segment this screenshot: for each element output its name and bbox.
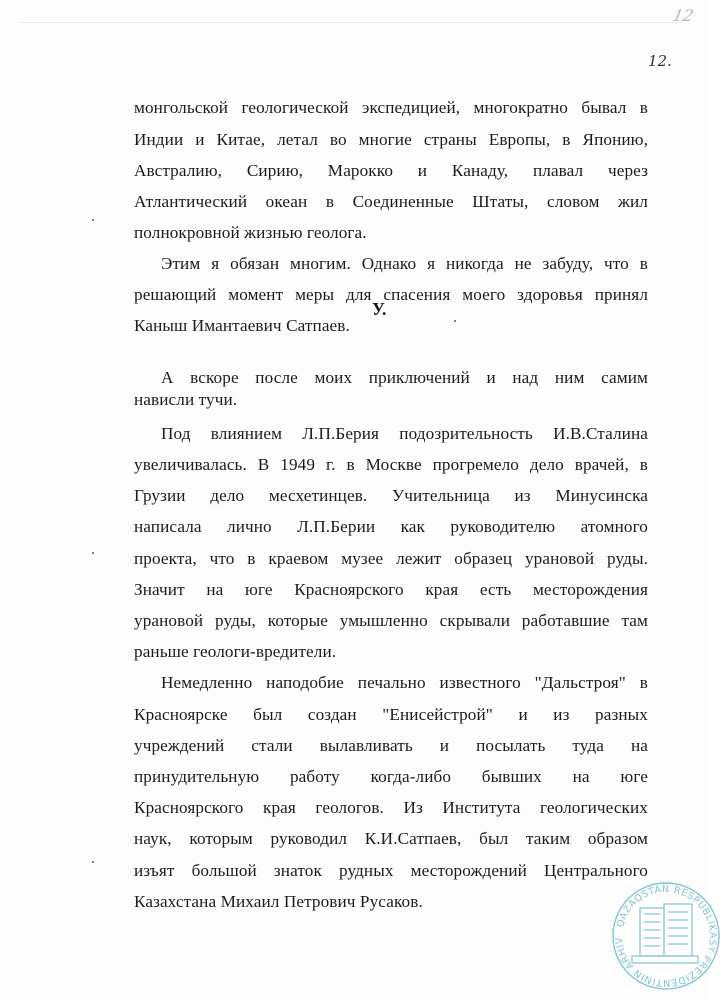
scan-speck	[92, 219, 94, 221]
section-heading: У.	[372, 299, 387, 319]
paragraph-first-line: Этим я обязан многим. Однако я никогда не забуду, что в	[161, 254, 648, 273]
text-line: проекта, что в краевом музее лежит образец урановой руды.	[134, 549, 648, 568]
text-line: увеличивалась. В 1949 г. в Москве прогремело дело врачей, в	[134, 455, 648, 474]
text-line: Индии и Китае, летал во многие страны Европы, в Японию,	[134, 130, 648, 149]
text-line: Красноярске был создан "Енисейстрой" и из разных	[134, 705, 648, 724]
text-line: Значит на юге Красноярского края есть месторождения	[134, 580, 648, 599]
scan-speck	[92, 552, 94, 554]
scan-speck	[92, 861, 94, 863]
stamp-text: QAZAQSTAN RESPUBLIKASY PREZIDENTININ ARHIV	[613, 883, 719, 989]
page-number: 12.	[648, 52, 672, 70]
text-line: урановой руды, которые умышленно скрывали работавшие там	[134, 611, 648, 630]
text-line: раньше геологи-вредители.	[134, 642, 337, 661]
building-icon	[632, 904, 698, 963]
text-line: написала лично Л.П.Берии как руководителю атомного	[134, 517, 648, 536]
archive-stamp	[610, 880, 722, 992]
stamp-outer-ring	[613, 883, 719, 989]
text-line: Грузии дело месхетинцев. Учительница из Минусинска	[134, 486, 648, 505]
text-line: решающий момент меры для спасения моего здоровья принял	[134, 285, 648, 304]
text-line: Каныш Имантаевич Сатпаев.	[134, 316, 350, 335]
text-line: Казахстана Михаил Петрович Русаков.	[134, 892, 423, 911]
paragraph-first-line: А вскоре после моих приключений и над ним самим	[161, 368, 648, 387]
archive-page-number: 12	[670, 6, 696, 25]
text-line: Австралию, Сирию, Марокко и Канаду, плавал через	[134, 161, 648, 180]
paragraph-first-line: Под влиянием Л.П.Берия подозрительность И.В.Сталина	[161, 424, 648, 443]
text-line: Атлантический океан в Соединенные Штаты, словом жил	[134, 192, 648, 211]
text-line: принудительную работу когда-либо бывших на юге	[134, 767, 648, 786]
text-line: полнокровной жизнью геолога.	[134, 223, 367, 242]
scan-speck	[454, 320, 456, 322]
paragraph-first-line: Немедленно наподобие печально известного "Дальстроя" в	[161, 673, 648, 692]
text-line: наук, которым руководил К.И.Сатпаев, был таким образом	[134, 829, 648, 848]
text-line: учреждений стали вылавливать и посылать туда на	[134, 736, 648, 755]
text-line: монгольской геологической экспедицией, многократно бывал в	[134, 98, 648, 117]
text-line: нависли тучи.	[134, 390, 238, 409]
text-line: изъят большой знаток рудных месторождений Центрального	[134, 861, 648, 880]
scan-top-edge-line	[20, 22, 677, 23]
text-line: Красноярского края геологов. Из Института геологических	[134, 798, 648, 817]
